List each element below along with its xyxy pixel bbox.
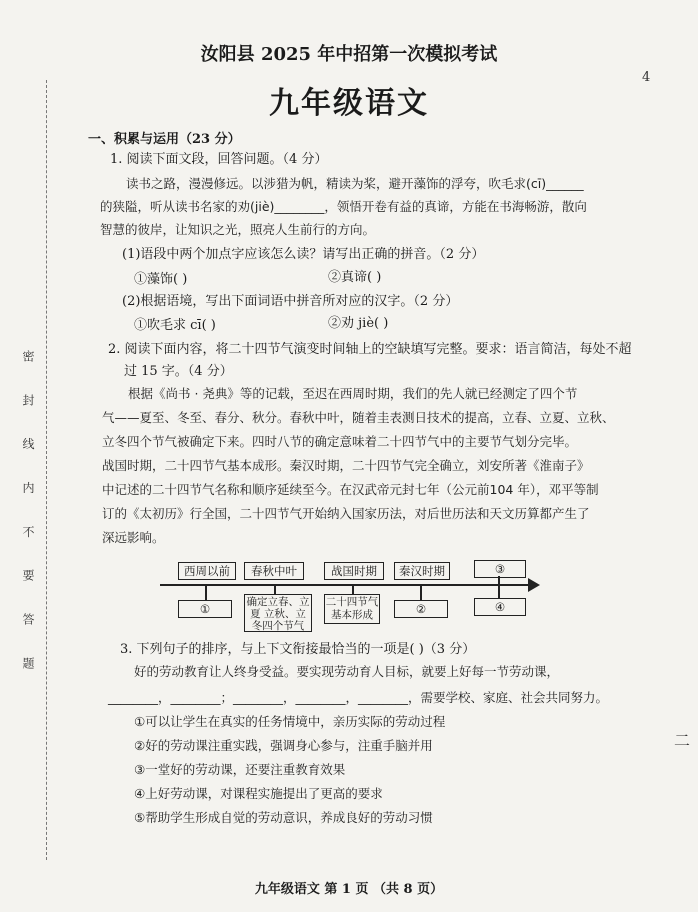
timeline-top-box: 西周以前 bbox=[178, 562, 236, 580]
q3-item: ③一堂好的劳动课，还要注重教育效果 bbox=[134, 762, 346, 777]
q2-stem: 2. 阅读下面内容，将二十四节气演变时间轴上的空缺填写完整。要求：语言简洁，每处不超 bbox=[108, 342, 632, 357]
exam-subtitle: 汝阳县 2025 年中招第一次模拟考试 bbox=[200, 44, 498, 65]
timeline-answer-1[interactable]: ① bbox=[178, 600, 232, 618]
q1-passage-line: 智慧的彼岸，让知识之光，照亮人生前行的方向。 bbox=[100, 222, 376, 237]
binding-margin bbox=[18, 80, 47, 860]
timeline-top-box: 秦汉时期 bbox=[394, 562, 450, 580]
timeline-tick bbox=[352, 586, 354, 594]
timeline-tick bbox=[205, 586, 207, 600]
q2-passage-line: 深远影响。 bbox=[102, 530, 165, 545]
timeline-bottom-box: 确定立春、立夏 立秋、立冬四个节气 bbox=[244, 594, 312, 632]
timeline-top-box: 战国时期 bbox=[324, 562, 384, 580]
q2-passage-line: 战国时期，二十四节气基本成形。秦汉时期，二十四节气完全确立，刘安所著《淮南子》 bbox=[102, 458, 590, 473]
timeline-answer-4[interactable]: ④ bbox=[474, 598, 526, 616]
q2-stem: 过 15 字。（4 分） bbox=[124, 364, 233, 379]
binding-notice: 密 封 线 内 不 要 答 题 bbox=[21, 350, 35, 683]
side-mark: 二 bbox=[674, 731, 691, 750]
q2-passage-line: 根据《尚书 · 尧典》等的记载，至迟在西周时期，我们的先人就已经测定了四个节 bbox=[128, 386, 578, 401]
q3-blanks: ________，________；________，________，________，需要学校、家庭、社会共同努力。 bbox=[108, 690, 609, 705]
timeline-top-box: 春秋中叶 bbox=[244, 562, 304, 580]
q3-intro: 好的劳动教育让人终身受益。要实现劳动育人目标，就要上好每一节劳动课， bbox=[134, 664, 560, 679]
q1-sub1-option[interactable]: ②真谛( ) bbox=[328, 270, 382, 285]
q2-passage-line: 中记述的二十四节气名称和顺序延续至今。在汉武帝元封七年（公元前104 年），邓平等制 bbox=[102, 482, 599, 497]
q1-passage-line: 读书之路，漫漫修远。以涉猎为帆，精读为桨，避开藻饰的浮夸，吹毛求(cī)______ bbox=[126, 176, 584, 191]
timeline-tick bbox=[274, 586, 276, 594]
timeline-tick bbox=[498, 576, 500, 598]
q1-sub1-option[interactable]: ①藻饰( ) bbox=[134, 272, 188, 287]
q3-item: ②好的劳动课注重实践，强调身心参与，注重手脑并用 bbox=[134, 738, 433, 753]
q1-sub1: (1)语段中两个加点字应该怎么读？请写出正确的拼音。（2 分） bbox=[122, 247, 485, 262]
page-title: 九年级语文 bbox=[269, 86, 429, 121]
q1-sub2-option[interactable]: ①吹毛求 cī( ) bbox=[134, 318, 216, 333]
timeline-answer-2[interactable]: ② bbox=[394, 600, 448, 618]
q3-item: ⑤帮助学生形成自觉的劳动意识，养成良好的劳动习惯 bbox=[134, 810, 433, 825]
q1-stem: 1. 阅读下面文段，回答问题。（4 分） bbox=[110, 152, 328, 167]
timeline-bottom-box: 二十四节气基本形成 bbox=[324, 594, 380, 624]
timeline-arrow bbox=[528, 578, 540, 592]
section-heading: 一、积累与运用（23 分） bbox=[88, 132, 241, 147]
q2-passage-line: 订的《太初历》行全国，二十四节气开始纳入国家历法，对后世历法和天文历算都产生了 bbox=[102, 506, 590, 521]
q1-sub2-option[interactable]: ②劝 jiè( ) bbox=[328, 316, 389, 331]
q3-item: ④上好劳动课，对课程实施提出了更高的要求 bbox=[134, 786, 383, 801]
q2-passage-line: 立冬四个节气被确定下来。四时八节的确定意味着二十四节气中的主要节气划分完毕。 bbox=[102, 434, 578, 449]
timeline-tick bbox=[420, 586, 422, 600]
q1-passage-line: 的狭隘，听从读书名家的劝(jiè)________，领悟开卷有益的真谛，方能在书海畅游，散向 bbox=[100, 199, 587, 214]
q3-item: ①可以让学生在真实的任务情境中，亲历实际的劳动过程 bbox=[134, 714, 446, 729]
page-footer: 九年级语文 第 1 页 （共 8 页） bbox=[254, 882, 444, 897]
timeline-answer-3[interactable]: ③ bbox=[474, 560, 526, 578]
q1-sub2: (2)根据语境，写出下面词语中拼音所对应的汉字。（2 分） bbox=[122, 294, 459, 309]
timeline-axis bbox=[160, 584, 530, 586]
q2-passage-line: 气——夏至、冬至、春分、秋分。春秋中叶，随着圭表测日技术的提高，立春、立夏、立秋、 bbox=[102, 410, 615, 425]
q3-stem: 3. 下列句子的排序，与上下文衔接最恰当的一项是( )（3 分） bbox=[120, 642, 476, 657]
corner-number: 4 bbox=[642, 70, 651, 85]
